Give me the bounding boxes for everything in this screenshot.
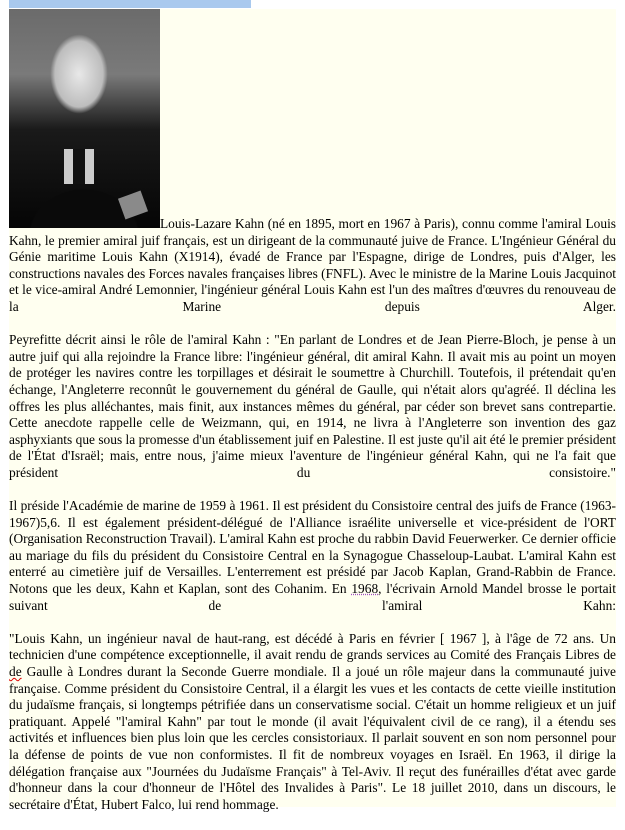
quote-text: "Louis Kahn, un ingénieur naval de haut-rang, est décédé à Paris en février [ 1967 ], à l'âge de 72 ans. Un technicien d'une compétence exceptionnelle, il avait rendu de grands services au Comité des Français Libres de xyxy=(9,630,616,663)
quote-text-end: Gaulle à Londres durant la Seconde Guerre mondiale. Il a joué un rôle majeur dans la communauté juive française. Comme président du Consistoire Central, il a élargit les vues et les contacts de cette vieille institution du judaïsme français, si longtemps pétrifiée dans un conservatisme social. C'était un homme religieux et un juif pratiquant. Appelé "l'amiral Kahn" par tout le monde (il avait l'équivalent civil de ce rang), il a étendu ses activités et influences bien plus loin que les cercles consistoriaux. Il parlait souvent en son nom personnel pour la défense de points de vue non conformistes. Il fit de nombreux voyages en Israël. En 1963, il dirige la délégation française aux "Journées du Judaïsme Français" à Tel-Aviv. Il reçut des funérailles d'état avec garde d'honneur dans la cour d'honneur de l'Hôtel des Invalides à Paris". Le 18 juillet 2010, dans un discours, le secrétaire d'État, Hubert Falco, lui rend hommage. xyxy=(9,664,616,812)
article-body xyxy=(9,9,616,830)
article-page xyxy=(9,9,616,812)
paragraph-intro xyxy=(9,9,616,316)
spellcheck-flagged-word: de xyxy=(9,664,22,680)
paragraph-mandel-quote xyxy=(9,631,616,814)
portrait-photo xyxy=(9,9,160,228)
paragraph-biography-text-end: l'écrivain Arnold Mandel brosse le portait suivant de l'amiral Kahn: xyxy=(9,581,616,613)
year-link[interactable]: 1968, xyxy=(351,581,382,597)
top-accent-bar xyxy=(9,0,251,8)
photo-collar xyxy=(64,149,94,184)
paragraph-biography xyxy=(9,498,616,614)
paragraph-intro-text: Louis-Lazare Kahn (né en 1895, mort en 1967 à Paris), connu comme l'amiral Louis Kahn, le premier amiral juif français, est un dirigeant de la communauté juive de France. L'Ingénieur Général du Génie maritime Louis Kahn (X1914), évadé de France par l'Espagne, dirige de Londres, puis d'Alger, les constructions navales des Forces navales françaises libres (FNFL). Avec le ministre de la Marine Louis Jacquinot et le vice-amiral André Lemonnier, l'ingénieur général Louis Kahn est l'un des maîtres d'œuvres du renouveau de la Marine depuis Alger. xyxy=(9,216,616,314)
paragraph-peyrefitte: Peyrefitte décrit ainsi le rôle de l'amiral Kahn : "En parlant de Londres et de Jean Pierre-Bloch, je pense à un autre juif qui alla rejoindre la France libre: l'ingénieur général, dit amiral Kahn. Il avait mis au point un moyen de protéger les navires contre les torpillages et désirait le soumettre à Churchill. Toutefois, il prétendait qu'en échange, l'Angleterre reconnût le gouvernement du général de Gaulle, qui n'était alors qu'agréé. Il déclina les offres les plus alléchantes, mais finit, aux instances mêmes du général, par céder son brevet sans contrepartie. Cette anecdote rappelle celle de Weizmann, qui, en 1914, ne livra à l'Angleterre son invention des gaz asphyxiants que sous la promesse d'un établissement juif en Palestine. Il est juste qu'il ait été le premier président de l'État d'Israël; mais, entre nous, j'aime mieux l'aventure de l'ingénieur général Kahn, qui ne l'a fait que président du consistoire." xyxy=(9,332,616,480)
paragraph-biography-text: Il préside l'Académie de marine de 1959 à 1961. Il est président du Consistoire central des juifs de France (1963-1967)5,6. Il est également président-délégué de l'Alliance israélite universelle et vice-président de l'ORT (Organisation Reconstruction Travail). L'amiral Kahn est proche du rabbin David Feuerwerker. Ce dernier officie au mariage du fils du président du Consistoire Central en la Synagogue Chasseloup-Laubat. L'amiral Kahn est enterré au cimetière juif de Versailles. L'enterrement est présidé par Jacob Kaplan, Grand-Rabbin de France. Notons que les deux, Kahn et Kaplan, sont des Cohanim. En xyxy=(9,498,616,597)
